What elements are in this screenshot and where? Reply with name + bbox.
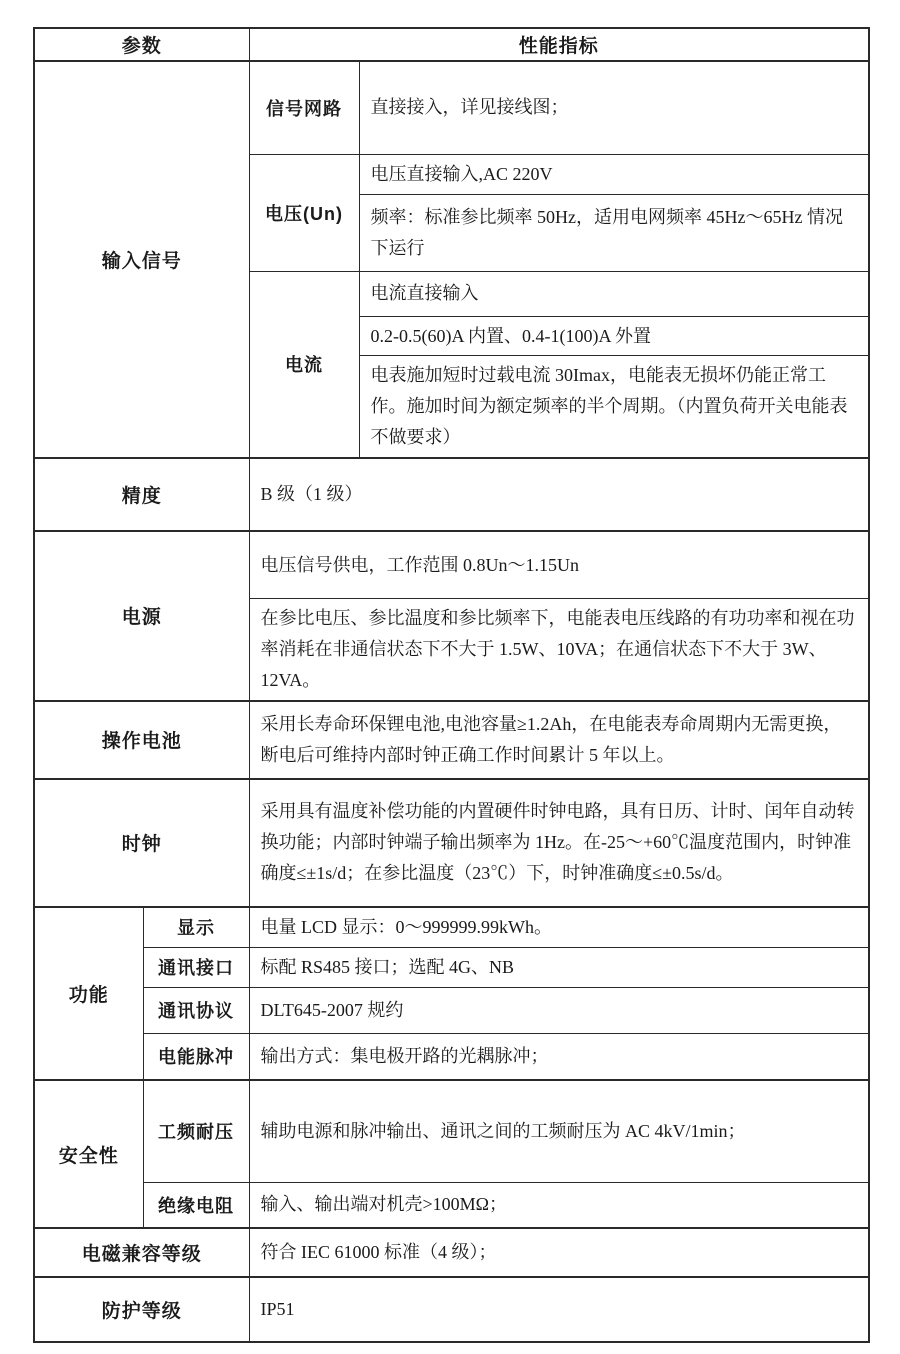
current-value1-cell: 电流直接输入 <box>359 271 869 316</box>
comm-interface-row <box>34 947 869 987</box>
protection-label-cell: 防护等级 <box>34 1277 249 1342</box>
energy-pulse-row <box>34 1033 869 1080</box>
display-label-cell: 显示 <box>143 907 249 947</box>
insulation-value-cell: 输入、输出端对机壳>100MΩ； <box>249 1182 869 1228</box>
comm-protocol-row <box>34 987 869 1033</box>
battery-label-cell: 操作电池 <box>34 701 249 779</box>
comm-interface-value-cell: 标配 RS485 接口；选配 4G、NB <box>249 947 869 987</box>
insulation-label-cell: 绝缘电阻 <box>143 1182 249 1228</box>
input-signal-label-cell: 输入信号 <box>34 61 249 458</box>
battery-value-cell: 采用长寿命环保锂电池,电池容量≥1.2Ah，在电能表寿命周期内无需更换，断电后可维持内部时钟正确工作时间累计 5 年以上。 <box>249 701 869 779</box>
power-row-1 <box>34 531 869 598</box>
withstand-voltage-value-cell: 辅助电源和脉冲输出、通讯之间的工频耐压为 AC 4kV/1min； <box>249 1080 869 1182</box>
accuracy-row <box>34 458 869 531</box>
battery-row <box>34 701 869 779</box>
emc-row <box>34 1228 869 1277</box>
display-value-cell: 电量 LCD 显示：0～999999.99kWh。 <box>249 907 869 947</box>
voltage-label-cell: 电压(Un) <box>249 154 359 271</box>
emc-label-cell: 电磁兼容等级 <box>34 1228 249 1277</box>
power-value1-cell: 电压信号供电，工作范围 0.8Un～1.15Un <box>249 531 869 598</box>
emc-value-cell: 符合 IEC 61000 标准（4 级）； <box>249 1228 869 1277</box>
comm-protocol-label-cell: 通讯协议 <box>143 987 249 1033</box>
protection-row <box>34 1277 869 1342</box>
voltage-value1-cell: 电压直接输入,AC 220V <box>359 154 869 194</box>
safety-label-cell: 安全性 <box>34 1080 143 1228</box>
spec-header-cell: 性能指标 <box>249 28 869 61</box>
function-label-cell: 功能 <box>34 907 143 1080</box>
current-value3-cell: 电表施加短时过载电流 30Imax，电能表无损坏仍能正常工作。施加时间为额定频率的半个周期。（内置负荷开关电能表不做要求） <box>359 356 869 458</box>
energy-pulse-value-cell: 输出方式：集电极开路的光耦脉冲； <box>249 1033 869 1080</box>
param-header-cell: 参数 <box>34 28 249 61</box>
current-value2-cell: 0.2-0.5(60)A 内置、0.4-1(100)A 外置 <box>359 316 869 356</box>
comm-protocol-value-cell: DLT645-2007 规约 <box>249 987 869 1033</box>
comm-interface-label-cell: 通讯接口 <box>143 947 249 987</box>
withstand-voltage-label-cell: 工频耐压 <box>143 1080 249 1182</box>
power-value2-cell: 在参比电压、参比温度和参比频率下，电能表电压线路的有功功率和视在功率消耗在非通信状态下不大于 1.5W、10VA；在通信状态下不大于 3W、12VA。 <box>249 598 869 700</box>
current-label-cell: 电流 <box>249 271 359 458</box>
signal-network-value-cell: 直接接入，详见接线图； <box>359 61 869 154</box>
withstand-voltage-row <box>34 1080 869 1182</box>
signal-network-row <box>34 61 869 154</box>
accuracy-value-cell: B 级（1 级） <box>249 458 869 531</box>
header-row <box>34 28 869 61</box>
display-row <box>34 907 869 947</box>
clock-row <box>34 779 869 907</box>
spec-table <box>33 27 870 1343</box>
accuracy-label-cell: 精度 <box>34 458 249 531</box>
signal-network-label-cell: 信号网路 <box>249 61 359 154</box>
energy-pulse-label-cell: 电能脉冲 <box>143 1033 249 1080</box>
insulation-row <box>34 1182 869 1228</box>
voltage-value2-cell: 频率：标准参比频率 50Hz，适用电网频率 45Hz～65Hz 情况下运行 <box>359 194 869 271</box>
protection-value-cell: IP51 <box>249 1277 869 1342</box>
clock-value-cell: 采用具有温度补偿功能的内置硬件时钟电路，具有日历、计时、闰年自动转换功能；内部时钟端子输出频率为 1Hz。在-25～+60℃温度范围内，时钟准确度≤±1s/d；在参比温度（23℃）下，时钟准确度≤±0.5s/d。 <box>249 779 869 907</box>
power-label-cell: 电源 <box>34 531 249 700</box>
clock-label-cell: 时钟 <box>34 779 249 907</box>
